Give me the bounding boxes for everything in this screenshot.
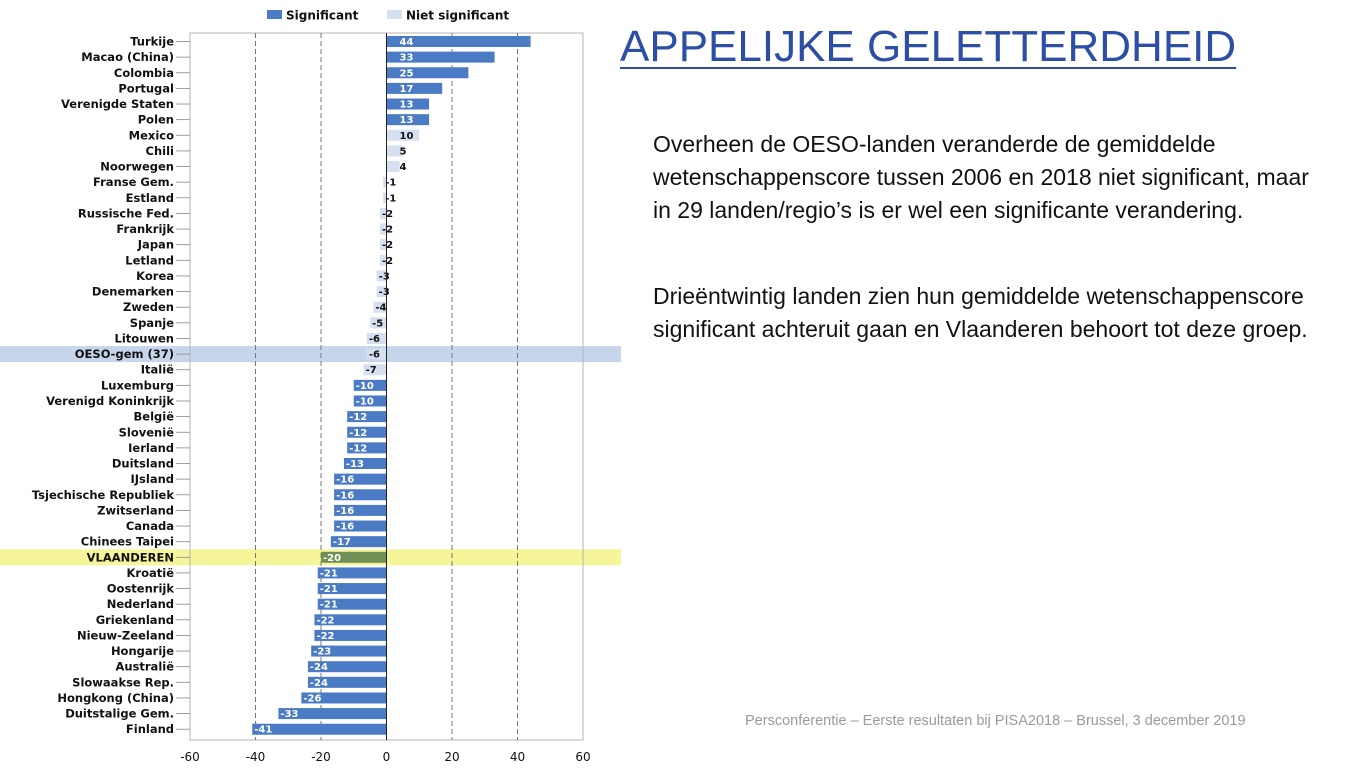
category-label: Canada	[125, 519, 174, 534]
slide-title: APPELIJKE GELETTERDHEID	[620, 22, 1237, 71]
category-label: Duitsland	[111, 456, 174, 471]
category-label: België	[133, 409, 174, 424]
category-label: Russische Fed.	[77, 206, 174, 221]
value-label: -7	[365, 365, 377, 377]
bar	[387, 83, 443, 94]
category-label: Polen	[137, 112, 174, 127]
body-paragraph-2: Drieëntwintig landen zien hun gemiddelde wetenschappenscore significant achteruit gaan en Vlaanderen behoort tot deze groep.	[653, 283, 1308, 342]
category-label: Chili	[145, 143, 174, 158]
category-label: Griekenland	[95, 612, 174, 627]
value-label: -23	[313, 646, 332, 658]
body-paragraph-1: Overheen de OESO-landen veranderde de gemiddelde wetenschappenscore tussen 2006 en 2018 niet significant, maar in 29 landen/regio’s is er wel een significante verandering.	[653, 131, 1309, 223]
value-label: -2	[381, 224, 394, 236]
value-label: -6	[368, 333, 380, 345]
value-label: -17	[332, 537, 351, 549]
category-label: Tsjechische Republiek	[31, 487, 174, 502]
category-label: Nieuw-Zeeland	[76, 628, 174, 643]
value-label: 10	[399, 130, 414, 142]
x-tick-label: 40	[509, 750, 526, 764]
category-label: Portugal	[118, 81, 174, 96]
x-tick-label: 60	[575, 750, 591, 764]
category-label: Nederland	[106, 597, 174, 612]
category-label: Italië	[140, 362, 174, 377]
value-label: -22	[316, 630, 335, 642]
category-label: VLAANDEREN	[86, 550, 174, 565]
value-label: -16	[336, 521, 355, 533]
value-label: -10	[355, 380, 374, 392]
category-label: Korea	[136, 268, 174, 283]
value-label: -20	[323, 552, 342, 564]
value-label: 44	[399, 37, 414, 48]
value-label: -21	[319, 584, 338, 596]
value-label: -1	[385, 177, 397, 189]
category-label: Denemarken	[91, 284, 174, 299]
legend-label-not-significant: Niet significant	[406, 8, 510, 23]
value-label: -13	[345, 459, 365, 471]
score-change-bar-chart	[0, 0, 622, 768]
category-label: Japan	[137, 237, 174, 252]
category-label: Slovenië	[118, 425, 174, 440]
value-label: -24	[309, 677, 328, 689]
category-label: Zweden	[123, 300, 174, 315]
category-label: OESO-gem (37)	[74, 347, 174, 362]
footer-text: Persconferentie – Eerste resultaten bij PISA2018 – Brussel, 3 december 2019	[745, 713, 1246, 729]
category-label: Litouwen	[114, 331, 174, 346]
value-label: -26	[303, 693, 322, 705]
value-label: -41	[254, 724, 273, 736]
value-label: 33	[399, 52, 414, 64]
value-label: -6	[368, 349, 380, 361]
category-label: Turkije	[130, 34, 174, 49]
category-label: IJsland	[130, 472, 174, 487]
value-label: -3	[378, 271, 390, 283]
value-label: 4	[399, 162, 407, 174]
category-label: Verenigd Koninkrijk	[46, 393, 174, 408]
category-label: Franse Gem.	[93, 175, 174, 190]
value-label: -3	[378, 287, 390, 299]
value-label: -21	[319, 599, 338, 611]
category-label: Verenigde Staten	[61, 97, 174, 112]
legend-swatch-not-significant	[387, 10, 402, 19]
value-label: 13	[399, 115, 414, 127]
category-label: Kroatië	[126, 565, 174, 580]
bar	[252, 724, 386, 735]
x-tick-label: 20	[444, 750, 460, 764]
category-label: Hongarije	[110, 644, 174, 659]
x-tick-label: -60	[180, 750, 200, 764]
value-label: -22	[316, 615, 335, 627]
value-label: -10	[355, 396, 374, 408]
category-label: Spanje	[129, 315, 174, 330]
category-label: Letland	[125, 253, 174, 268]
value-label: -12	[349, 443, 368, 455]
category-label: Mexico	[128, 128, 174, 143]
value-label: 25	[399, 68, 414, 80]
value-label: -5	[372, 318, 384, 330]
category-label: Finland	[125, 722, 174, 737]
value-label: 13	[399, 99, 414, 111]
category-label: Luxemburg	[100, 378, 174, 393]
value-label: 17	[399, 83, 414, 95]
value-label: -24	[309, 662, 328, 674]
category-label: Hongkong (China)	[57, 690, 174, 705]
value-label: -4	[375, 302, 387, 314]
category-label: Australië	[115, 659, 174, 674]
value-label: -33	[280, 709, 299, 721]
bar	[387, 161, 400, 172]
value-label: -2	[381, 255, 394, 267]
category-label: Chinees Taipei	[80, 534, 174, 549]
category-label: Frankrijk	[116, 222, 174, 237]
value-label: -16	[336, 490, 355, 502]
value-label: -12	[349, 427, 368, 439]
x-tick-label: -20	[311, 750, 331, 764]
value-label: -21	[319, 568, 338, 580]
value-label: -1	[385, 193, 397, 205]
value-label: -16	[336, 505, 355, 517]
category-label: Colombia	[113, 65, 174, 80]
x-tick-label: 0	[382, 750, 391, 764]
value-label: -12	[349, 412, 368, 424]
category-label: Slowaakse Rep.	[72, 675, 174, 690]
legend-label-significant: Significant	[286, 8, 359, 23]
category-label: Noorwegen	[100, 159, 174, 174]
category-label: Duitstalige Gem.	[65, 706, 174, 721]
value-label: -2	[381, 240, 394, 252]
value-label: 5	[399, 146, 407, 158]
value-label: -2	[381, 208, 394, 220]
value-label: -16	[336, 474, 355, 486]
category-label: Ierland	[128, 440, 174, 455]
legend-swatch-significant	[267, 10, 282, 19]
x-tick-label: -40	[245, 750, 266, 764]
category-label: Estland	[125, 190, 174, 205]
category-label: Macao (China)	[81, 50, 174, 65]
category-label: Oostenrijk	[106, 581, 174, 596]
category-label: Zwitserland	[97, 503, 174, 518]
